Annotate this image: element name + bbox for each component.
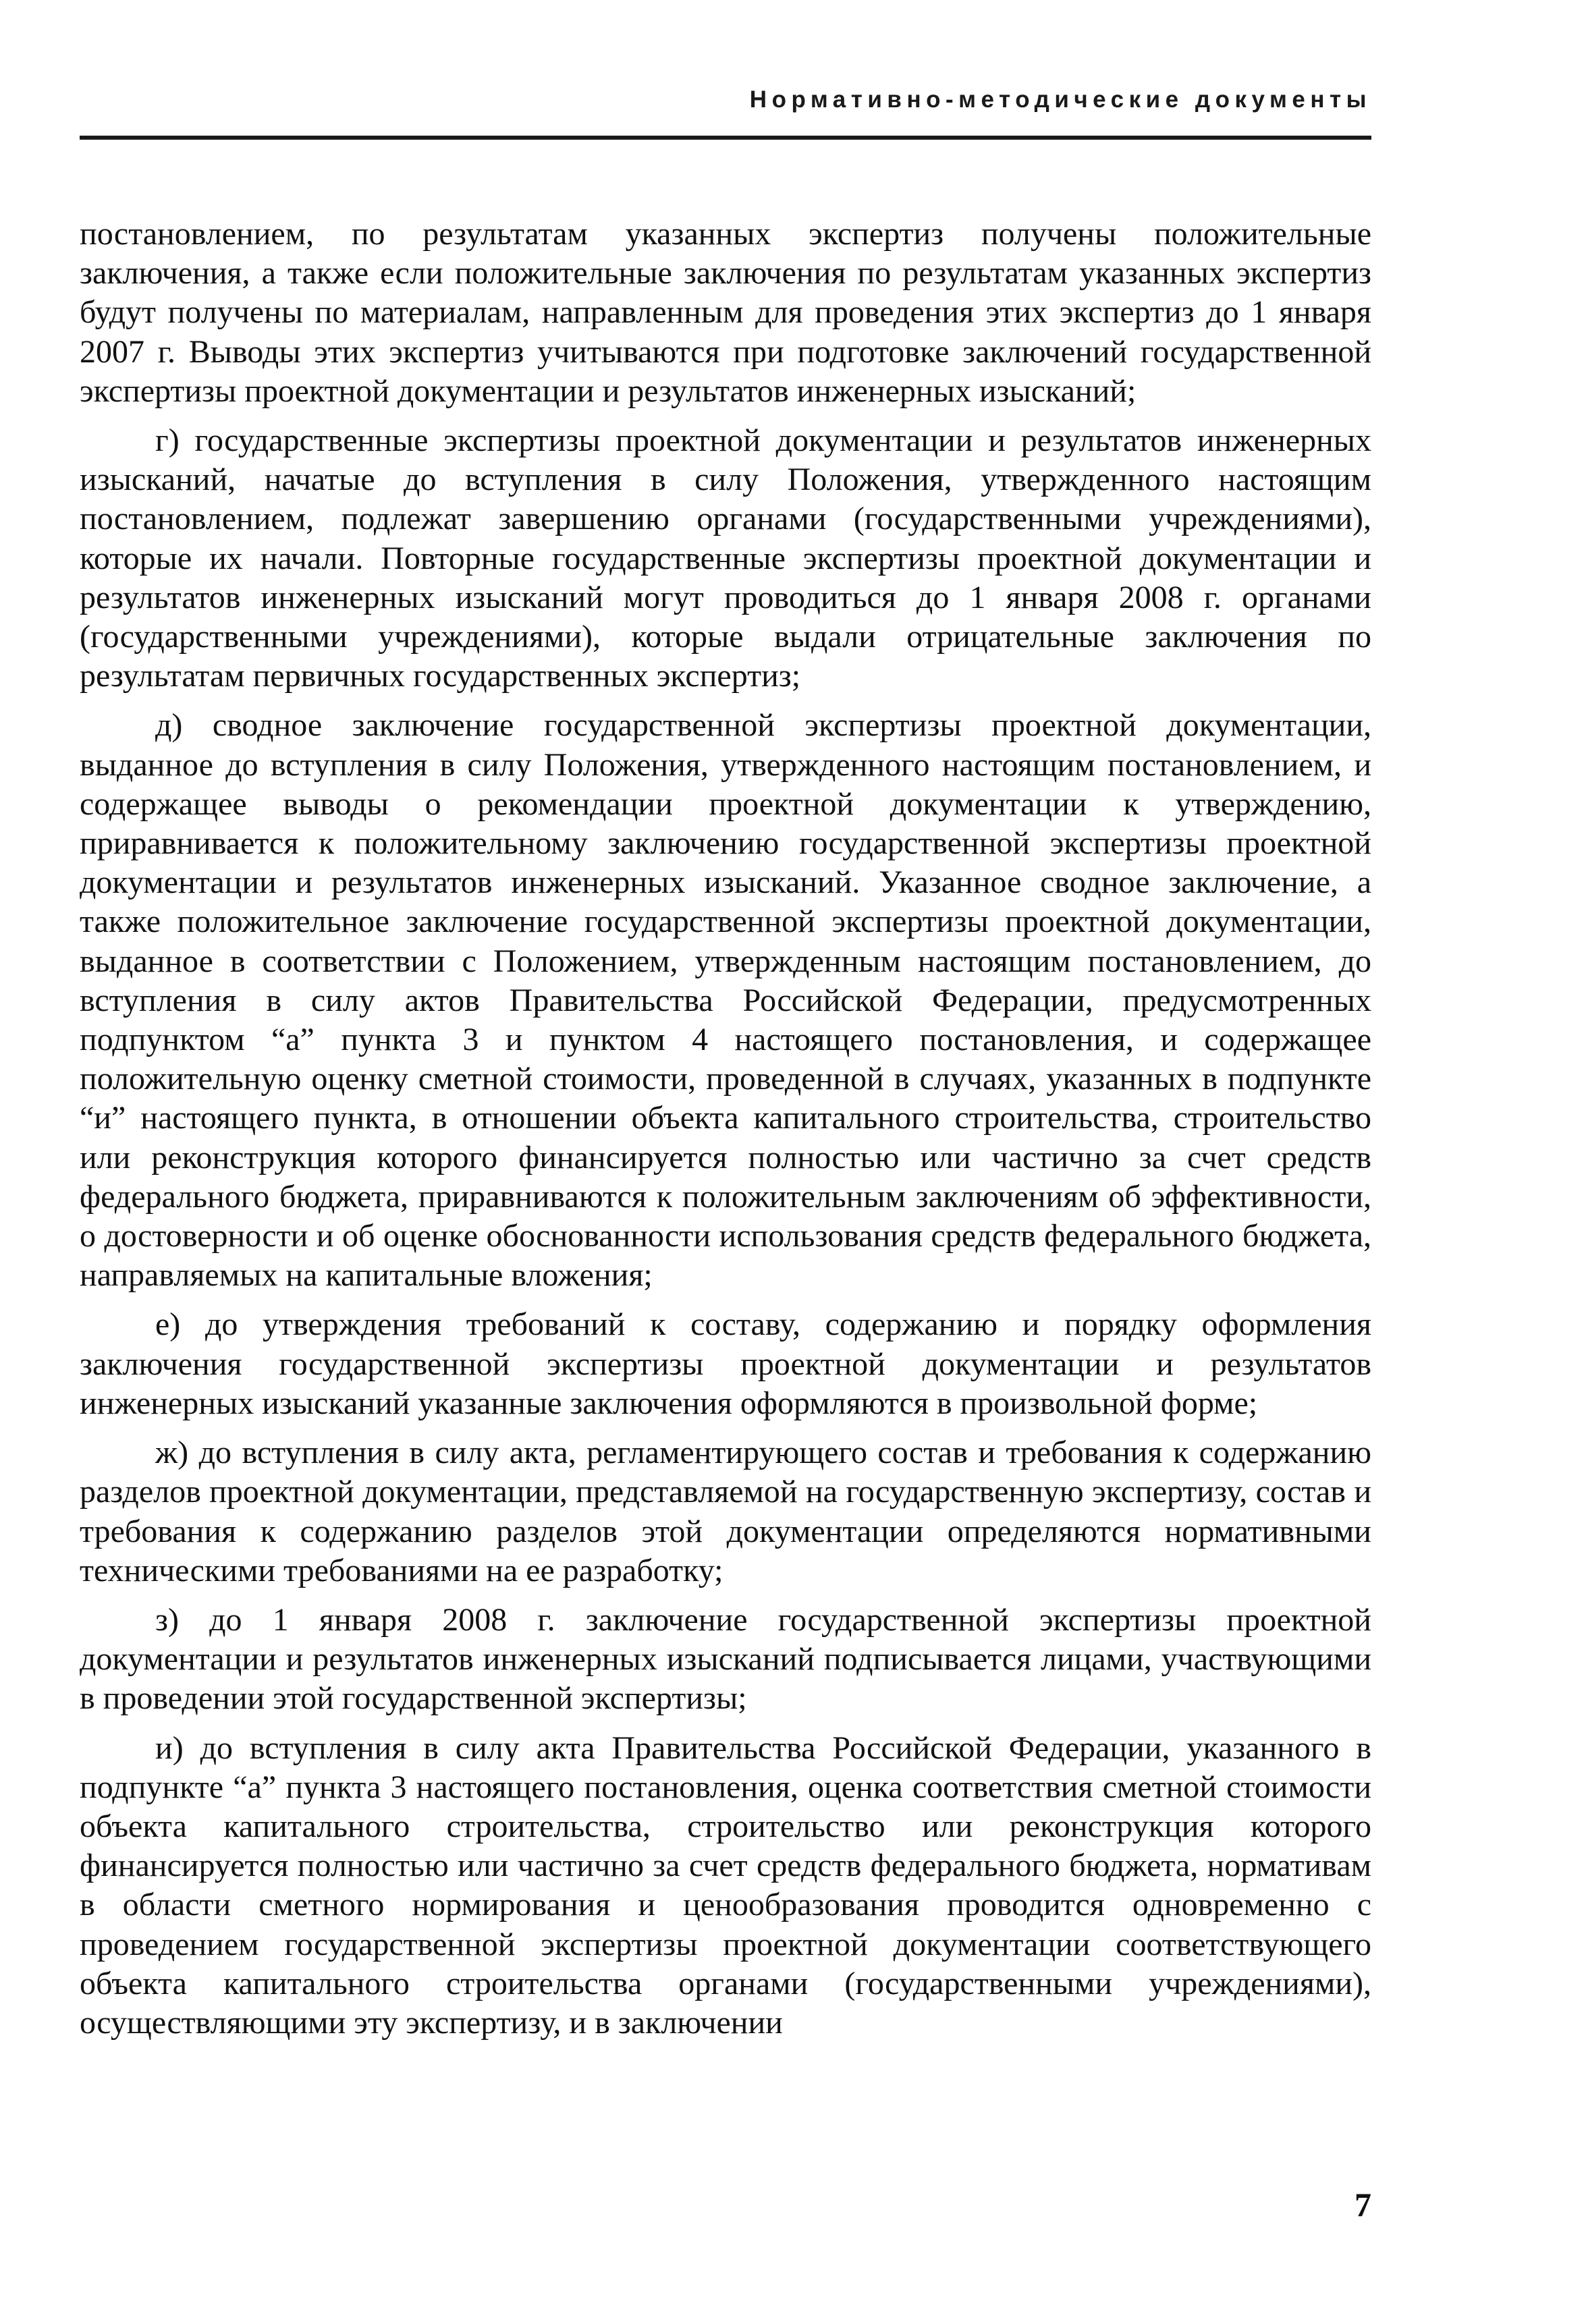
paragraph-item-i: и) до вступления в силу акта Правительства Российской Федерации, указанного в подпункте “а” пункта 3 настоящего постановления, оценка соответствия сметной стоимости объекта капитального строительства, строительство или реконструкция которого финансируется полностью или частично за счет средств федерального бюджета, нормативам в области сметного нормирования и ценообразования проводится одновременно с проведением государственной экспертизы проектной документации соответствующего объекта капитального строительства органами (государственными учреждениями), осуществляющими эту экспертизу, и в заключении	[80, 1730, 1371, 2041]
running-title: Нормативно-методические документы	[749, 86, 1371, 113]
paragraph-item-z: з) до 1 января 2008 г. заключение государственной экспертизы проектной документации и результатов инженерных изысканий подписывается лицами, участвующими в проведении этой государственной экспертизы;	[80, 1601, 1371, 1717]
paragraph-continuation: постановлением, по результатам указанных экспертиз получены положительные заключения, а также если положительные заключения по результатам указанных экспертиз будут получены по материалам, направленным для проведения этих экспертиз до 1 января 2007 г. Выводы этих экспертиз учитываются при подготовке заключений государственной экспертизы проектной документации и результатов инженерных изысканий;	[80, 216, 1371, 409]
paragraph-item-d: д) сводное заключение государственной экспертизы проектной документации, выданное до вступления в силу Положения, утвержденного настоящим постановлением, и содержащее выводы о рекомендации проектной документации к утверждению, приравнивается к положительному заключению государственной экспертизы проектной документации и результатов инженерных изысканий. Указанное сводное заключение, а также положительное заключение государственной экспертизы проектной документации, выданное в соответствии с Положением, утвержденным настоящим постановлением, до вступления в силу актов Правительства Российской Федерации, предусмотренных подпунктом “а” пункта 3 и пунктом 4 настоящего постановления, и содержащее положительную оценку сметной стоимости, проведенной в случаях, указанных в подпункте “и” настоящего пункта, в отношении объекта капитального строительства, строительство или реконструкция которого финансируется полностью или частично за счет средств федерального бюджета, приравниваются к положительным заключениям об эффективности, о достоверности и об оценке обоснованности использования средств федерального бюджета, направляемых на капитальные вложения;	[80, 707, 1371, 1294]
paragraph-item-g: г) государственные экспертизы проектной документации и результатов инженерных изысканий, начатые до вступления в силу Положения, утвержденного настоящим постановлением, подлежат завершению органами (государственными учреждениями), которые их начали. Повторные государственные экспертизы проектной документации и результатов инженерных изысканий могут проводиться до 1 января 2008 г. органами (государственными учреждениями), которые выдали отрицательные заключения по результатам первичных государственных экспертиз;	[80, 422, 1371, 694]
paragraph-item-e: е) до утверждения требований к составу, содержанию и порядку оформления заключения государственной экспертизы проектной документации и результатов инженерных изысканий указанные заключения оформляются в произвольной форме;	[80, 1306, 1371, 1421]
document-body	[80, 215, 1371, 2053]
header-rule	[80, 136, 1371, 140]
paragraph-item-zh: ж) до вступления в силу акта, регламентирующего состав и требования к содержанию разделов проектной документации, представляемой на государственную экспертизу, состав и требования к содержанию разделов этой документации определяются нормативными техническими требованиями на ее разработку;	[80, 1435, 1371, 1588]
page-number: 7	[1355, 2186, 1371, 2223]
